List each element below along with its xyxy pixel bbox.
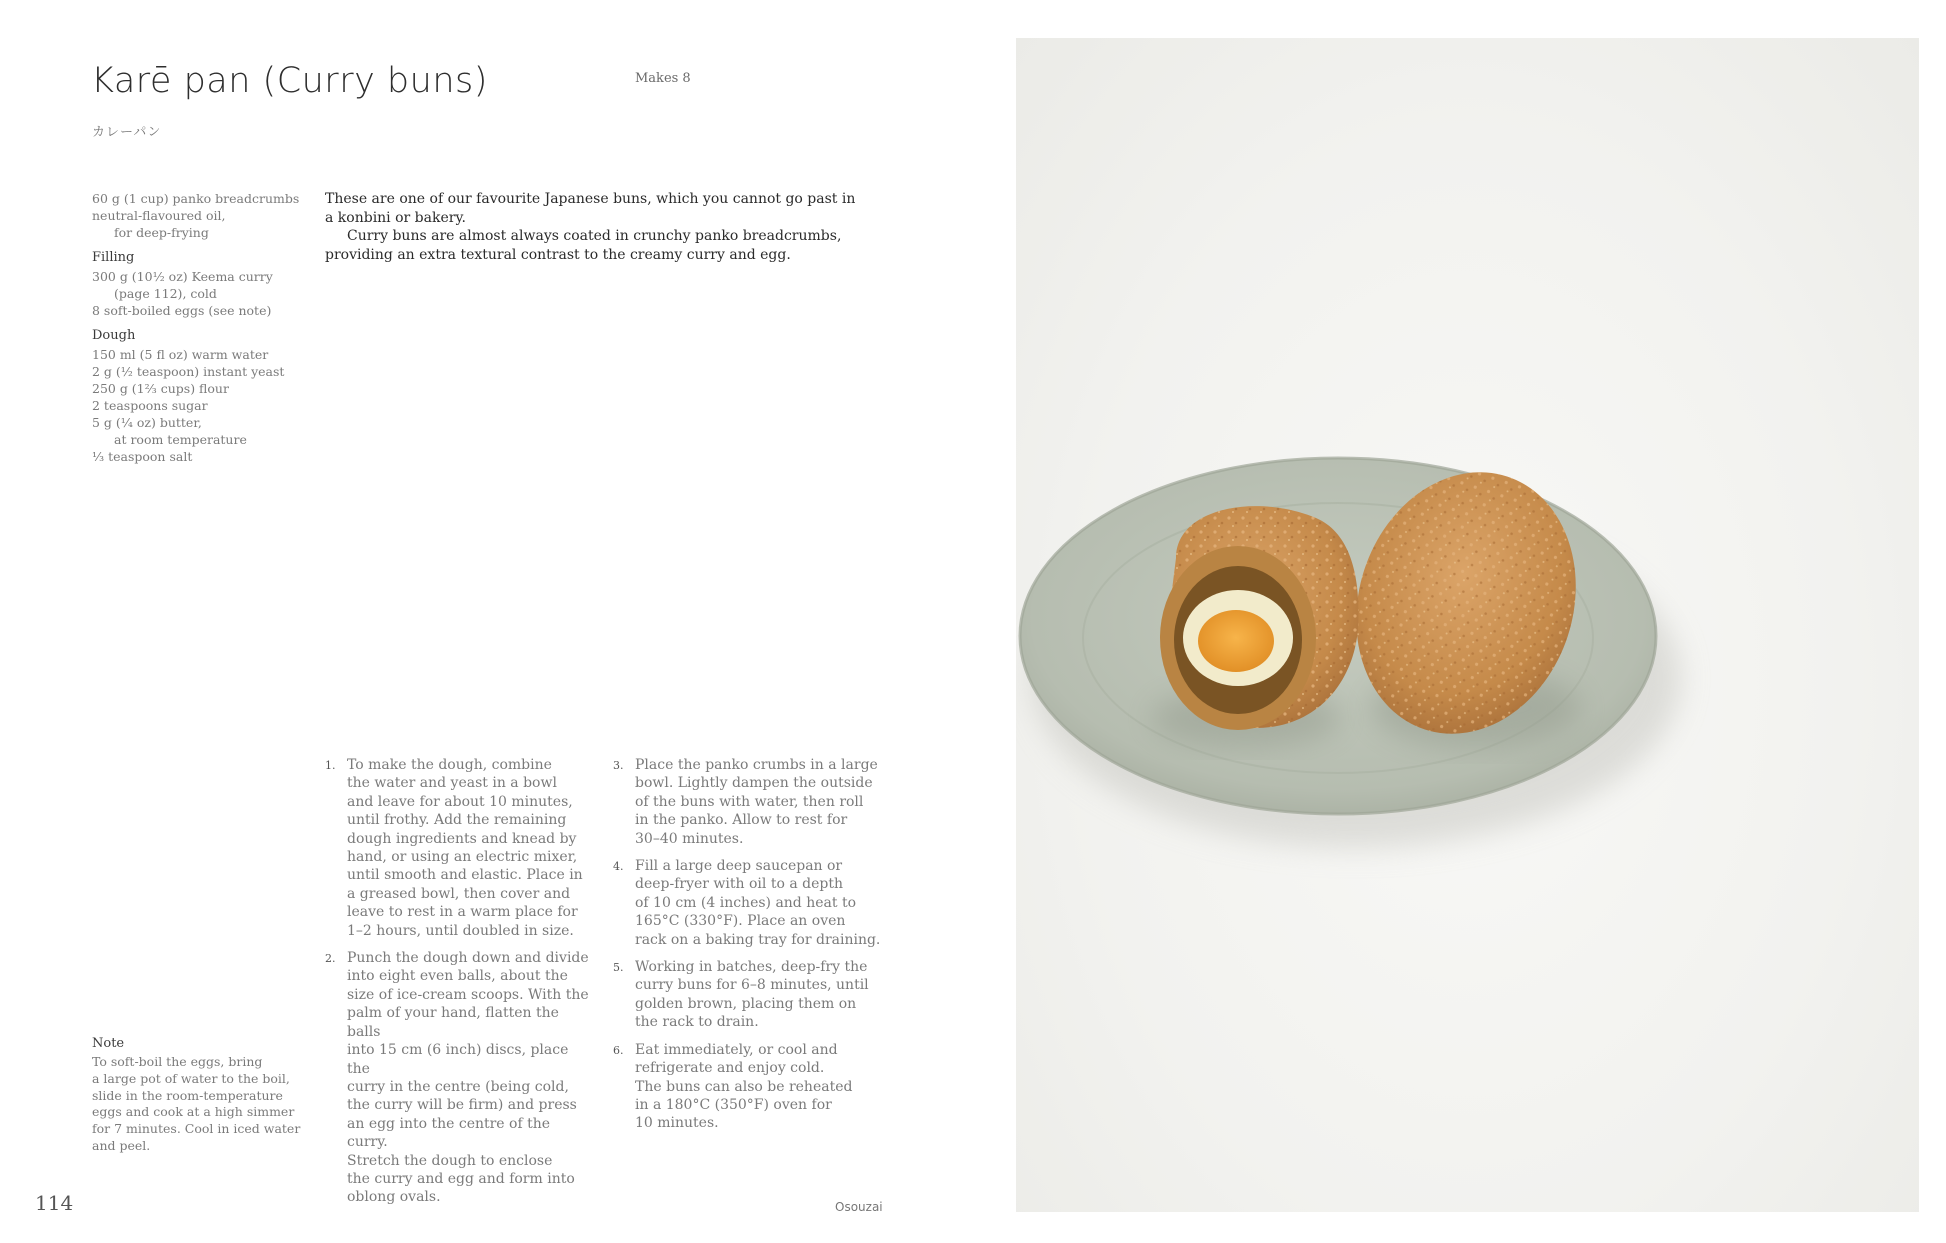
- method-step: [613, 857, 883, 949]
- step-text: Fill a large deep saucepan or deep-fryer with oil to a depth of 10 cm (4 inches) and heat to 165°C (330°F). Place an oven rack on a baking tray for draining.: [635, 858, 881, 948]
- recipe-note: [92, 1036, 307, 1155]
- step-number: 3.: [613, 759, 624, 772]
- method-step: [613, 958, 883, 1032]
- step-number: 1.: [325, 759, 336, 772]
- egg-yolk: [1198, 610, 1274, 672]
- ingredients-filling: [92, 249, 307, 319]
- recipe-title: Karē pan (Curry buns): [91, 61, 488, 101]
- ingredient-item: 8 soft-boiled eggs (see note): [92, 303, 272, 318]
- recipe-intro: [325, 190, 865, 264]
- method-step: [613, 756, 883, 848]
- section-name: Osouzai: [835, 1200, 883, 1214]
- method-step: [325, 949, 595, 1207]
- method-step: [613, 1041, 883, 1133]
- intro-paragraph: Curry buns are almost always coated in crunchy panko breadcrumbs, providing an extra textural contrast to the creamy curry and egg.: [325, 228, 842, 263]
- ingredient-item: 150 ml (5 fl oz) warm water: [92, 347, 269, 362]
- ingredient-item: for deep-frying: [114, 225, 209, 240]
- ingredient-item: 2 teaspoons sugar: [92, 398, 208, 413]
- filling-heading: Filling: [92, 250, 135, 265]
- ingredient-item: 60 g (1 cup) panko breadcrumbs: [92, 191, 300, 206]
- step-number: 2.: [325, 952, 336, 966]
- ingredient-item: 250 g (1⅔ cups) flour: [92, 381, 229, 396]
- dough-heading: Dough: [92, 328, 136, 343]
- ingredient-item: 300 g (10½ oz) Keema curry: [92, 269, 273, 284]
- page-number: 114: [35, 1191, 74, 1215]
- ingredient-item: at room temperature: [114, 432, 247, 447]
- recipe-yield: Makes 8: [635, 71, 691, 86]
- step-text: To make the dough, combine the water and yeast in a bowl and leave for about 10 minutes, until frothy. Add the remaining dough ingredients and knead by hand, or using an electric mixer, until smooth and elastic. Place in a greased bowl, then cover and leave to rest in a warm place for 1–2 hours, until doubled in size.: [347, 757, 583, 939]
- method-step: [325, 756, 595, 940]
- curry-buns-illustration: [1016, 38, 1919, 1212]
- step-text: Place the panko crumbs in a large bowl. Lightly dampen the outside of the buns with water, then roll in the panko. Allow to rest for 30–40 minutes.: [635, 757, 878, 847]
- ingredient-item: neutral-flavoured oil,: [92, 208, 226, 223]
- ingredients-dough: [92, 327, 307, 465]
- ingredients-main: [92, 190, 307, 241]
- recipe-subtitle-japanese: カレーパン: [92, 125, 162, 140]
- ingredient-item: 2 g (½ teaspoon) instant yeast: [92, 364, 285, 379]
- food-photo: [1016, 38, 1919, 1212]
- ingredient-item: 5 g (¼ oz) butter,: [92, 415, 202, 430]
- step-number: 5.: [613, 961, 624, 975]
- method-column-left: [325, 756, 595, 1216]
- step-number: 6.: [613, 1043, 624, 1057]
- method-column-right: [613, 756, 883, 1142]
- step-text: Punch the dough down and divide into eight even balls, about the size of ice-cream scoops. With the palm of your hand, flatten the balls into 15 cm (6 inch) discs, place the curry in the centre (being cold, the curry will be firm) and press an egg into the centre of the curry. Stretch the dough to enclose the curry and egg and form into oblong ovals.: [347, 950, 589, 1206]
- step-text: Working in batches, deep-fry the curry buns for 6–8 minutes, until golden brown, placing them on the rack to drain.: [635, 959, 869, 1031]
- step-number: 4.: [613, 860, 624, 874]
- intro-paragraph: These are one of our favourite Japanese buns, which you cannot go past in a konbini or bakery.: [325, 191, 856, 226]
- ingredient-item: (page 112), cold: [114, 286, 217, 301]
- ingredient-item: ⅓ teaspoon salt: [92, 449, 193, 464]
- ingredients-list: [92, 190, 307, 465]
- step-text: Eat immediately, or cool and refrigerate and enjoy cold. The buns can also be reheated in a 180°C (350°F) oven for 10 minutes.: [635, 1041, 853, 1132]
- note-text: To soft-boil the eggs, bring a large pot of water to the boil, slide in the room-temperature eggs and cook at a high simmer for 7 minutes. Cool in iced water and peel.: [92, 1054, 301, 1153]
- note-heading: Note: [92, 1036, 125, 1051]
